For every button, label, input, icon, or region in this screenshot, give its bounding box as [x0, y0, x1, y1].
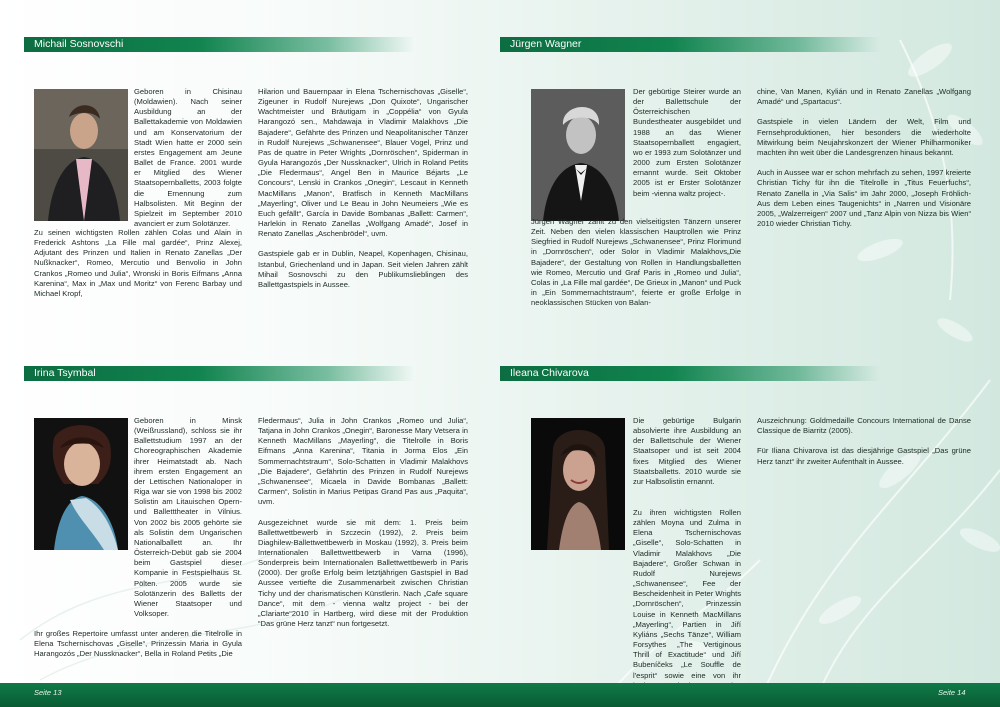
bio-paragraph: Fledermaus“, Julia in John Crankos „Romeo und Julia“, Tatjana in John Crankos „Onegin“, Baronesse Mary Vetsera in Kenneth MacMillans „Mayerling“, die Titelrolle in Boris Eifmans „Anna Karenina“, Titania in Jorma Elos „Ein Sommernachtstraum“, Solo-Schatten in Vladimir Malakhovs „Die Bajadere“, Gefährtin des Prinzen in Rudolf Nurejews „Schwanensee“, Micaela in Davide Bombanas „Ballett: Carmen“, Solistin in Marius Petipas Grand Pas aus „Paquita“, uvm. — [258, 416, 468, 507]
page-number-right: Seite 14 — [938, 688, 966, 697]
bio-paragraph: Ausgezeichnet wurde sie mit dem: 1. Preis beim Ballettwettbewerb in Szczecin (1992), 2. Preis beim Diaghilew-Ballettwettbewerb in Moskau (1992), 3. Preis beim Internationalen Ballettwettbewerb in Varna (1996), Sonderpreis beim Internationalen Ballettwettbewerb in Paris (2000). Der große Erfolg beim letztjährigen Gastspiel in Bad Aussee vertiefte die Zusammenarbeit zwischen Christian Tichy und der charismatischen Künstlerin. Nach „Cafe square Dance“, mit dem - vienna waltz project - bei der „Clariarte“2010 in Hartberg, wird diese mit der Produktion “Das grüne Herz tanzt“ nun fortgesetzt. — [258, 517, 468, 629]
portrait-photo-wagner — [531, 89, 625, 221]
bio-column-1-chivarova — [531, 508, 741, 701]
bio-paragraph: Auszeichnung: Goldmedaille Concours International de Danse Classique de Biarritz (2005). — [757, 416, 971, 436]
section-header-wagner — [500, 37, 880, 52]
bio-paragraph: Der gebürtige Steirer wurde an der Ballettschule der Österreichischen Bundestheater ausgebildet und 1988 an das Wiener Staatsopernballett engagiert, wo er 1993 zum Solotänzer und 2000 zum Ersten Solotänzer ernannt wurde. Seit Oktober 2005 ist er Erster Solotänzer beim -vienna waltz project-. — [633, 87, 741, 198]
page-number-left: Seite 13 — [34, 688, 62, 697]
bio-paragraph: Zu ihren wichtigsten Rollen zählen Moyna und Zulma in Elena Tschernischovas „Giselle“, Solo-Schatten in Vladimir Malakhovs „Die Bajadere“, Großer Schwan in Rudolf Nurejews „Schwanensee“, Fee der Bescheidenheit in Peter Wrights „Dornröschen“, Prinzessin Louise in Kenneth MacMillans „Mayerling“, Partien in Jiří Kyliáns „Sechs Tänze“, William Forsythes „The Vertiginous Thrill of Exactitude“ und Jiří Bubeníčeks „Le Souffle de l'esprit“ sowie eine von ihr — [633, 508, 741, 680]
bio-paragraph: Hilarion und Bauernpaar in Elena Tschernischovas „Giselle“, Zigeuner in Rudolf Nurejews „Don Quixote“, Ungarischer Wachtmeister und Bräutigam in „Coppélia“ von Gyula Harangozó sen., Mahdawaja in Vladimir Malakhovs „Die Bajadere“, Gefährte des Prinzen und Neapolitanischer Tänzer in Rudolf Nurejews „Schwanensee“, Blauer Vogel, Prinz und Pas de quatre in Peter Wrights „Dornröschen“, Spiderman in Gyula Harangozós „Der Nussknacker“, Ulrich in Roland Petits „Die Fledermaus“, Angel Ben in Maurice Béjarts „Le Concours“, Lenski in Crankos „Onegin“, Lescaut in Kenneth MacMillans „Manon“, Bratfisch in Kenneth MacMillans „Mayerling“, Oliver und Le Beau in John Neumeiers „Wie es Euch gefällt“, García in Davide Bombanas „Ballett: Carmen“, Harlekin in Renato Zanellas „Wolfgang Amadé“, Josef in Renato Zanellas „Aschenbrödel“, uvm. — [258, 87, 468, 239]
section-title: Irina Tsymbal — [34, 367, 96, 379]
portrait-photo-sosnovschi — [34, 89, 128, 221]
bio-intro-chivarova — [633, 416, 741, 487]
bio-column-1-tsymbal — [34, 629, 242, 659]
bio-paragraph: chine, Van Manen, Kylián und in Renato Zanellas „Wolfgang Amadé“ und „Spartacus“. — [757, 87, 971, 107]
bio-paragraph: Geboren in Minsk (Weißrussland), schloss sie ihr Ballettstudium 1997 an der Choreographischen Akademie ihrer Heimatstadt ab. Nach ihrem ersten Engagement an der Lettischen Nationaloper in Riga war sie von 1998 bis 2002 Solistin am Litauischen Opern- und Balletttheater in Vilnius. Von 2002 bis 2005 gehörte sie als Solistin dem Ungarischen Nationalballett an. Ihr Österreich-Debüt gab sie 2004 beim Gastspiel dieser Kompanie in Festspielhaus St. Pölten. 2005 wurde sie Solotänzerin des Balletts der Wiener Staatsoper und Volksoper. — [134, 416, 242, 618]
bio-column-2-chivarova — [757, 416, 971, 467]
bio-intro-wagner — [633, 87, 741, 199]
bio-column-2-wagner — [757, 87, 971, 229]
bio-paragraph: Die gebürtige Bulgarin absolvierte ihre Ausbildung an der Ballettschule der Wiener Staatsoper und ist seit 2004 fixes Mitglied des Wiener Staatsballetts. 2010 wurde sie zur Halbsolistin ernannt. — [633, 416, 741, 486]
section-title: Jürgen Wagner — [510, 38, 582, 50]
bio-column-2-tsymbal — [258, 416, 468, 629]
bio-intro-tsymbal — [134, 416, 242, 619]
bio-paragraph: Gastspiele gab er in Dublin, Neapel, Kopenhagen, Chisinau, Istanbul, Griechenland und in Japan. Seit vielen Jahren zählt Mihail Sosnovschi zu den Publikumslieblingen des Ballettgastspiels in Aussee. — [258, 249, 468, 289]
bio-paragraph: Gastspiele in vielen Ländern der Welt, Film und Fernsehproduktionen, hier besonders die wiederholte Mitwirkung beim Neujahrskonzert der Wiener Philharmoniker machten ihn weit über die Landesgrenzen hinaus bekannt. — [757, 117, 971, 157]
portrait-photo-tsymbal — [34, 418, 128, 550]
section-header-sosnovschi — [24, 37, 414, 52]
section-title: Ileana Chivarova — [510, 367, 589, 379]
bio-paragraph: Jürgen Wagner zählt zu den vielseitigsten Tänzern unserer Zeit. Neben den vielen klassischen Hauptrollen wie Prinz Siegfried in Rudolf Nurejews „Schwanensee“, Prinz Florimund in „Dornröschen“, oder Solor in Vladimir Malakhovs„Die Bajadere“, der Gestaltung von Rollen in Handlungsballetten wie Romeo, Mercutio und Graf Paris in „Romeo und Julia“, Colas in „La Fille mal gardée“, De Grieux in „Manon“ und Puck in „Ein Sommernachtstraum“, feierte er große Erfolge in neoklassischen Stücken von Balan- — [531, 217, 741, 308]
section-header-chivarova — [500, 366, 880, 381]
section-title: Michail Sosnovschi — [34, 38, 124, 50]
bio-paragraph: Zu seinen wichtigsten Rollen zählen Colas und Alain in Frederick Ashtons „La Fille mal gardée“, Prinz Alexej, Adjutant des Prinzen und Italien in Renato Zanellas „Der Nußknacker“, Romeo, Mercutio und Benvolio in John Crankos „Romeo und Julia“, Wronski in Boris Eifmans „Anna Karenina“, Max in „Max und Moritz“ von Ferenc Barbay und Michael Kropf, — [34, 228, 242, 298]
bio-paragraph: Geboren in Chisinau (Moldawien). Nach seiner Ausbildung an der Ballettakademie von Moldawien und am Konservatorium der Stadt Wien hatte er 2000 sein erstes Engagement am Jeune Ballet de France. 2001 wurde er Mitglied des Wiener Staatsopernballetts, 2003 folgte die Ernennung zum Halbsolisten. Mit Beginn der Spielzeit im September 2010 avanciert er zum Solotänzer. — [134, 87, 242, 229]
bio-paragraph: Für Iliana Chivarova ist das diesjährige Gastspiel „Das grüne Herz tanzt“ ihr zweiter Aufenthalt in Aussee. — [757, 446, 971, 466]
bio-column-1-sosnovschi — [34, 228, 242, 299]
section-header-tsymbal — [24, 366, 414, 381]
bio-column-2-sosnovschi — [258, 87, 468, 290]
page-footer — [0, 683, 1000, 707]
bio-paragraph: Ihr großes Repertoire umfasst unter anderen die Titelrolle in Elena Tschernischovas „Giselle“, Prinzessin Maria in Gyula Harangozós „Der Nussknacker“, Bella in Roland Petits „Die — [34, 629, 242, 659]
bio-paragraph: Auch in Aussee war er schon mehrfach zu sehen, 1997 kreierte Christian Tichy für ihn die Titelrolle in „Titus Feuerfuchs“, Renato Zanella in „Via Salis“ im Jahr 2000, „Joseph Fröhlich- Aus dem Leben eines Taugenichts“ in „Narren und Visionäre 2005, „Walzerreigen“ 2007 und „Tanz Alpin von Nizza bis Wien“ 2010 wieder Christian Tichy. — [757, 168, 971, 228]
bio-intro-sosnovschi — [134, 87, 242, 229]
bio-column-1-wagner — [531, 217, 741, 308]
